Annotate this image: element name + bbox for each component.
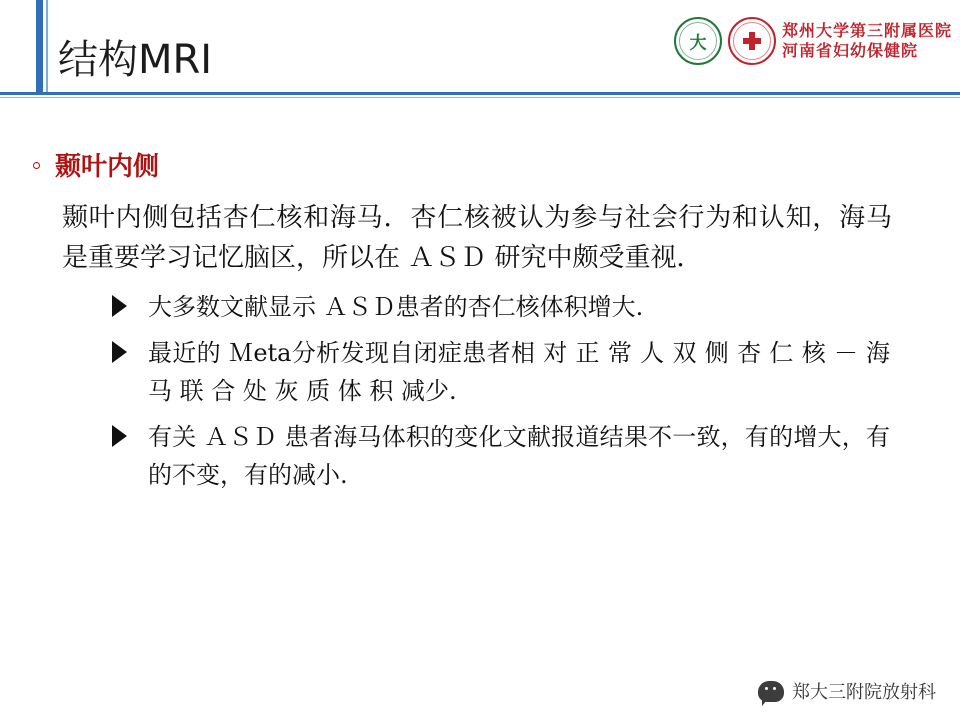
arrow-right-icon bbox=[112, 295, 127, 317]
list-item-label: 最近的 Ｍeta分析发现自闭症患者相 对 正 常 人 双 侧 杏 仁 核 － 海 马 联 合 处 灰 质 体 积 减少. bbox=[148, 339, 890, 405]
list-item bbox=[0, 288, 960, 326]
footer-label: 郑大三附院放射科 bbox=[792, 682, 936, 703]
university-seal-text: 大 bbox=[689, 33, 707, 54]
title-divider-thin bbox=[0, 97, 960, 98]
hospital-name-line1: 郑州大学第三附属医院 bbox=[781, 21, 952, 40]
arrow-right-icon bbox=[112, 341, 127, 363]
list-item bbox=[0, 334, 960, 410]
list-item bbox=[0, 418, 960, 494]
slide-body bbox=[0, 150, 960, 502]
title-accent-bar bbox=[36, 0, 43, 92]
list-item-label: 有关 ＡＳＤ 患者海马体积的变化文献报道结果不一致，有的增大，有的不变，有的减小. bbox=[148, 423, 890, 489]
hospital-seal-icon bbox=[728, 17, 776, 65]
wechat-icon bbox=[758, 681, 784, 702]
section-heading bbox=[55, 150, 960, 184]
section-heading-label: 颞叶内侧 bbox=[55, 152, 160, 182]
title-accent-bar-thin bbox=[46, 0, 48, 92]
university-seal-icon bbox=[674, 17, 722, 65]
title-divider bbox=[0, 92, 960, 95]
arrow-right-icon bbox=[112, 425, 127, 447]
footer-watermark bbox=[758, 678, 936, 704]
hospital-name bbox=[782, 21, 952, 61]
body-paragraph: 颞叶内侧包括杏仁核和海马．杏仁核被认为参与社会行为和认知，海马是重要学习记忆脑区，所以在 ＡＳＤ 研究中颇受重视． bbox=[62, 203, 892, 273]
page-title: 结构MRI bbox=[58, 37, 213, 83]
bullet-list bbox=[0, 288, 960, 494]
medical-cross-icon bbox=[743, 32, 761, 50]
logo-group bbox=[674, 6, 952, 76]
bullet-circle-icon bbox=[33, 162, 40, 169]
list-item-label: 大多数文献显示 ＡＳＤ患者的杏仁核体积增大. bbox=[148, 293, 644, 321]
hospital-name-line2: 河南省妇幼保健院 bbox=[781, 41, 918, 60]
